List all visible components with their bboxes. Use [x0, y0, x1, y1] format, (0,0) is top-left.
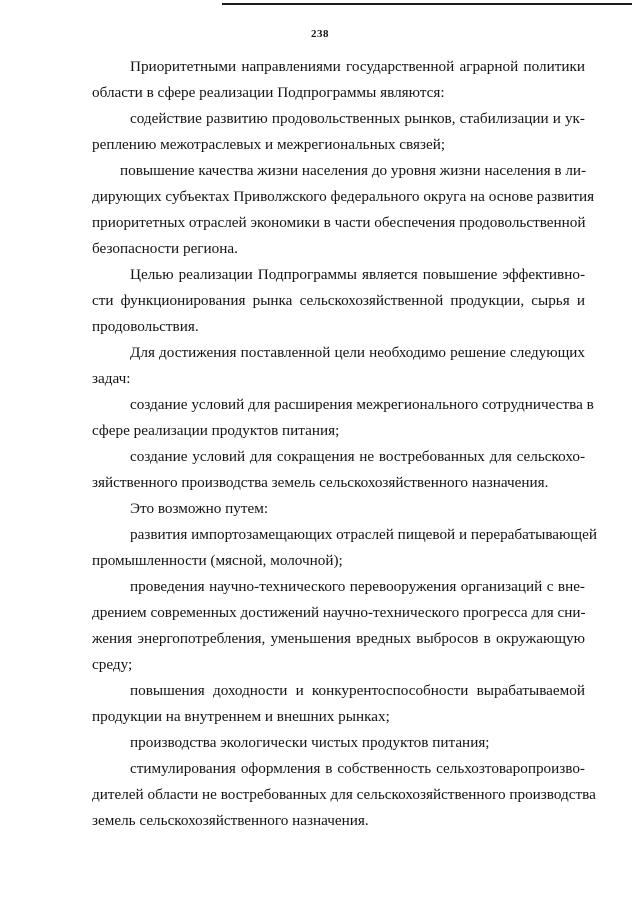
text-line: жения энергопотребления, уменьшения вредных выбросов в окружающую [92, 630, 585, 647]
text-line: сфере реализации продуктов питания; [92, 422, 340, 439]
text-line: Для достижения поставленной цели необходимо решение следующих [130, 344, 585, 361]
text-line: производства экологически чистых продуктов питания; [130, 734, 490, 751]
text-line: повышение качества жизни населения до уровня жизни населения в ли- [120, 162, 587, 179]
text-line: среду; [92, 656, 133, 673]
text-line: Приоритетными направлениями государственной аграрной политики [130, 58, 585, 75]
text-line: создание условий для сокращения не востребованных для сельскохо- [130, 448, 585, 465]
text-line: области в сфере реализации Подпрограммы являются: [92, 84, 445, 101]
text-line: создание условий для расширения межрегионального сотрудничества в [130, 396, 594, 413]
text-line: Целью реализации Подпрограммы является повышение эффективно- [130, 266, 585, 283]
text-line: развития импортозамещающих отраслей пищевой и перерабатывающей [130, 526, 597, 543]
page-number: 238 [311, 28, 329, 40]
text-line: содействие развитию продовольственных рынков, стабилизации и ук- [130, 110, 585, 127]
text-line: промышленности (мясной, молочной); [92, 552, 343, 569]
text-line: земель сельскохозяйственного назначения. [92, 812, 369, 829]
text-line: дрением современных достижений научно-технического прогресса для сни- [92, 604, 586, 621]
text-line: Это возможно путем: [130, 500, 269, 517]
top-rule [222, 3, 632, 5]
text-line: безопасности региона. [92, 240, 238, 257]
text-line: стимулирования оформления в собственность сельхозтоваропроизво- [130, 760, 585, 777]
text-line: задач: [92, 370, 131, 387]
text-line: дирующих субъектах Приволжского федерального округа на основе развития [92, 188, 595, 205]
text-line: повышения доходности и конкурентоспособности вырабатываемой [130, 682, 585, 699]
text-line: сти функционирования рынка сельскохозяйственной продукции, сырья и [92, 292, 585, 309]
text-line: реплению межотраслевых и межрегиональных связей; [92, 136, 446, 153]
text-line: проведения научно-технического перевооружения организаций с вне- [130, 578, 585, 595]
text-line: приоритетных отраслей экономики в части обеспечения продовольственной [92, 214, 586, 231]
text-line: продовольствия. [92, 318, 199, 335]
text-line: продукции на внутреннем и внешних рынках; [92, 708, 390, 725]
text-line: дителей области не востребованных для сельскохозяйственного производства [92, 786, 596, 803]
text-line: зяйственного производства земель сельскохозяйственного назначения. [92, 474, 549, 491]
